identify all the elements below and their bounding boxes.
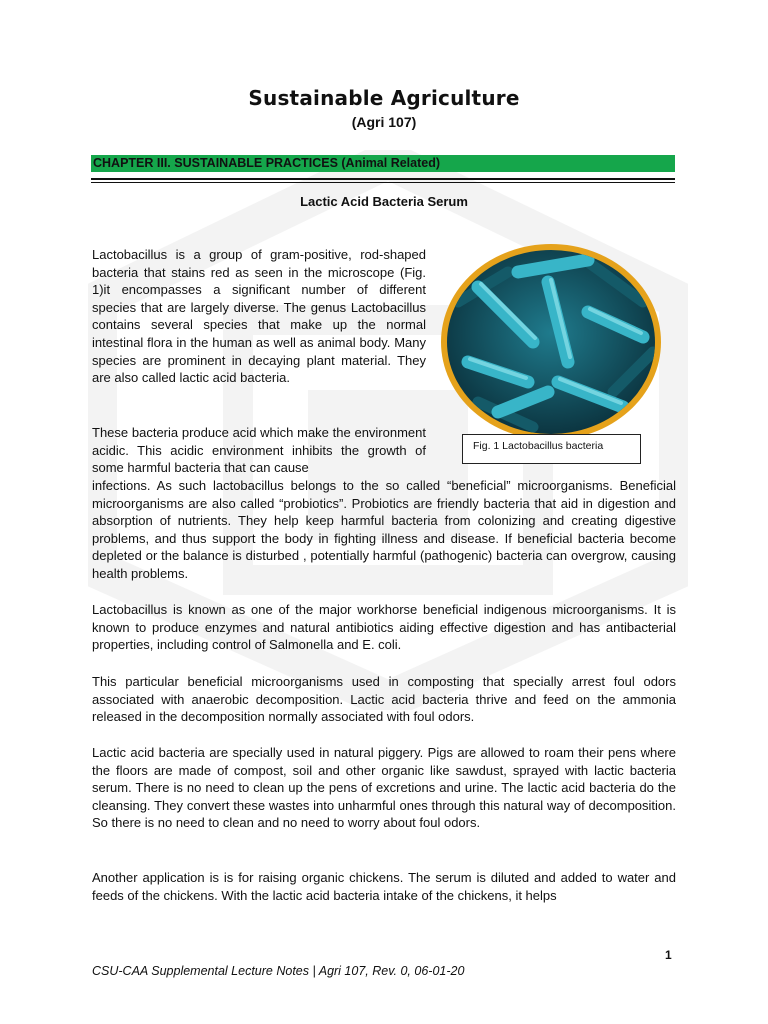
paragraph-chickens: Another application is is for raising organic chickens. The serum is diluted and added to water and feeds of the chickens. With the lactic acid bacteria intake of the chickens, it helps bbox=[92, 870, 676, 903]
divider-thick bbox=[91, 178, 675, 180]
paragraph-acid-environment: These bacteria produce acid which make the environment acidic. This acidic environment inhibits the growth of some harmful bacteria that can cause bbox=[92, 425, 426, 476]
paragraph-piggery: Lactic acid bacteria are specially used in natural piggery. Pigs are allowed to roam their pens where the floors are made of compost, soil and other organic like sawdust, sprayed with lactic bacteria serum. There is no need to clean up the pens of excretions and urine. The lactic acid bacteria do the cleansing. They convert these wastes into unharmful ones through this natural way of decomposition. So there is no need to clean and no need to worry about foul odors. bbox=[92, 745, 676, 831]
figure-caption: Fig. 1 Lactobacillus bacteria bbox=[473, 440, 604, 452]
chapter-heading: CHAPTER III. SUSTAINABLE PRACTICES (Animal Related) bbox=[93, 156, 441, 170]
lactobacillus-image bbox=[438, 242, 664, 442]
divider-thin bbox=[91, 182, 675, 183]
paragraph-probiotics: infections. As such lactobacillus belongs to the so called “beneficial” microorganisms. Beneficial microorganisms are also called “probiotics”. Probiotics are friendly bacteria that aid in digestion and absorption of nutrients. They help keep harmful bacteria from colonizing and creating digestive problems, and thus support the body in fighting illness and disease. If beneficial bacteria become depleted or the balance is disturbed , potentially harmful (pathogenic) bacteria can overgrow, causing health problems. bbox=[92, 478, 676, 581]
chapter-heading-bar bbox=[91, 155, 675, 172]
paragraph-composting: This particular beneficial microorganisms used in composting that specially arrest foul odors associated with anaerobic decomposition. Lactic acid bacteria thrive and feed on the ammonia released in the decomposition normally associated with foul odors. bbox=[92, 674, 676, 725]
page-number: 1 bbox=[665, 948, 672, 962]
footer-note: CSU-CAA Supplemental Lecture Notes | Agri 107, Rev. 0, 06-01-20 bbox=[92, 964, 465, 978]
section-title: Lactic Acid Bacteria Serum bbox=[300, 194, 468, 209]
paragraph-workhorse: Lactobacillus is known as one of the major workhorse beneficial indigenous microorganisms. It is known to produce enzymes and natural antibiotics aiding effective digestion and has antibacterial properties, including control of Salmonella and E. coli. bbox=[92, 602, 676, 653]
course-code: (Agri 107) bbox=[351, 114, 417, 130]
figure-caption-box bbox=[462, 434, 641, 464]
document-title: Sustainable Agriculture bbox=[248, 86, 520, 110]
paragraph-lactobacillus-intro: Lactobacillus is a group of gram-positive, rod-shaped bacteria that stains red as seen in the microscope (Fig. 1)it encompasses a significant number of different species that are largely diverse. The genus Lactobacillus contains several species that make up the normal intestinal flora in the human as well as animal body. Many species are prominent in decaying plant material. They are also called lactic acid bacteria. bbox=[92, 247, 426, 386]
